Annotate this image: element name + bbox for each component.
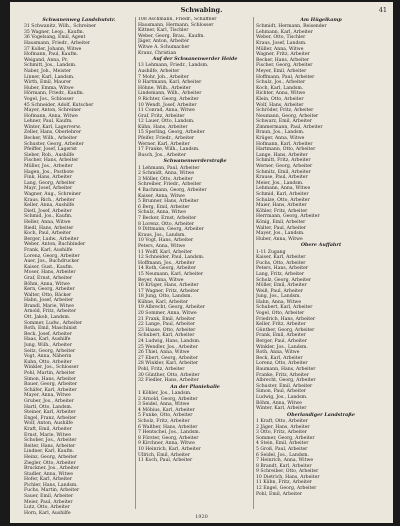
directory-entry: 26 Thiel, Anna, Witwe	[138, 350, 190, 356]
directory-entry: Beck, Karl, Arbeiter	[256, 355, 303, 361]
directory-entry: Kraus, Jos., Landsm.	[138, 232, 186, 238]
directory-entry: Weber, Georg, Brau., Kaufm.	[138, 33, 205, 39]
directory-entry: Möller, Emil, Arbeiter	[256, 283, 307, 289]
directory-entry: Steiner, Karl, Arbeiter	[24, 410, 76, 416]
directory-entry: Pohl, Martin, Arbeiter	[24, 371, 76, 376]
directory-entry: Kaiser, Karl, Arbeiter	[256, 255, 306, 261]
directory-entry: Koch, Paul, Arbeiter	[24, 231, 71, 237]
directory-entry: 31 Schwanitz, Wilh., Schreiner	[24, 24, 97, 30]
page-header	[10, 5, 393, 15]
column-left	[24, 17, 134, 516]
directory-entry: 7 Heinrich, Anna, Witwe	[256, 458, 314, 464]
directory-entry: 19 Albrecht, Georg, Arbeiter	[138, 305, 205, 311]
directory-entry: Schmidt, Hermann, Reisender	[256, 24, 327, 30]
directory-entry: Werner, Georg, Arbeiter	[256, 164, 313, 170]
directory-entry: Schulz, Anna, Witwe	[138, 210, 186, 216]
directory-entry: Fuchs, Martin, Arbeiter	[24, 488, 80, 494]
directory-entry: Müller, Jos., Arbeiter	[24, 164, 73, 170]
directory-entry: Ziegler, Otto, Arbeiter	[24, 460, 76, 466]
directory-entry: Kaiser, Gust., Kaufm.	[24, 264, 74, 270]
directory-entry: Friedrich, Hans, Arbeiter	[256, 316, 316, 322]
directory-entry: 36 Vogelsang, Emil, Agent	[24, 35, 86, 41]
directory-entry: 8 Hartmann, Karl, Arbeiter	[138, 80, 202, 86]
directory-entry: 12 Schneider, Paul, Landsm.	[138, 255, 205, 261]
page-footer: 1920	[195, 514, 208, 520]
directory-entry: Jäger, Anton, Arbeiter	[138, 39, 190, 45]
directory-entry: 3 Otto, Fritz, Arbeiter	[256, 430, 307, 436]
directory-entry: Aushilfe, Arbeiter	[138, 68, 180, 74]
directory-entry: 11 Conrad, Anna, Witwe	[138, 108, 195, 114]
directory-entry: 11 Wolff, Karl, Arbeiter	[138, 249, 193, 255]
directory-entry: Moser, Hans, Arbeiter	[24, 270, 76, 276]
directory-entry: Klein, Otto, Arbeiter	[256, 96, 304, 102]
directory-entry: Brandl, Marie, Witwe	[24, 303, 74, 309]
directory-entry: Mayr, Josef, Arbeiter	[24, 186, 73, 192]
directory-entry: Ott, Jakob, Landsm.	[24, 315, 71, 321]
section-heading: Schwanenwerderstraße	[163, 158, 227, 165]
directory-entry: Lindner, Karl, Kaufm.	[24, 449, 75, 455]
directory-entry: Winter, Karl, Arbeiter	[256, 406, 307, 412]
directory-entry: Kranz, Christian	[138, 50, 177, 56]
directory-entry: Wirth, Emil, Maurer	[24, 80, 72, 86]
directory-entry: Wagner, Aug., Schreiner	[24, 192, 81, 197]
column-rule	[135, 17, 136, 509]
directory-entry: Keller, Anna, Aushilfe	[24, 203, 75, 209]
directory-entry: Gruber, Jos., Arbeiter	[24, 398, 74, 404]
directory-entry: Höhne, Wilh., Arbeiter	[138, 85, 191, 91]
directory-entry: Seitz, Georg, Arbeiter	[24, 348, 76, 354]
directory-entry: 10 Wendt, Josef, Arbeiter	[138, 102, 197, 108]
directory-entry: Horn, Karl, Aushilfe	[24, 510, 71, 516]
directory-entry: Schmitt, Fritz, Arbeiter	[256, 158, 311, 164]
directory-entry: 7 Hentschel, Jos., Landsm.	[138, 430, 201, 436]
directory-entry: 3 Seidel, Anna, Witwe	[138, 402, 190, 408]
column-right	[256, 17, 386, 497]
section-heading: Obere Auffahrt	[300, 242, 342, 249]
directory-entry: Kraus, Josef, Landsm.	[256, 40, 307, 46]
directory-entry: Krause, Paul, Arbeiter	[256, 175, 308, 181]
directory-entry: Berger, Paul, Arbeiter	[256, 339, 307, 345]
directory-entry: 1 Lehmann, Paul, Arbeiter	[138, 165, 200, 171]
directory-entry: Böhm, Anna, Witwe	[24, 281, 70, 287]
section-heading: Schwanenweg Landshutstr.	[42, 17, 116, 23]
directory-entry: Stadler, Anna, Witwe	[24, 471, 73, 477]
directory-entry: 18 Jung, Otto, Landsm.	[138, 294, 192, 300]
directory-entry: Walter, Paul, Arbeiter	[256, 225, 307, 231]
directory-entry: Hartl, Otto, Landsm.	[24, 404, 73, 410]
directory-entry: 2 Schmidt, Anna, Witwe	[138, 171, 195, 177]
directory-entry: Kraus, Rich., Arbeiter	[24, 197, 75, 203]
directory-entry: Hörmann, Friedr., Kaufm.	[24, 91, 85, 97]
directory-entry: Werner, Karl, Arbeiter	[138, 141, 190, 147]
directory-entry: Schuster, Emil, Arbeiter	[256, 383, 313, 389]
directory-entry: Hartmann, Otto, Arbeiter	[256, 147, 316, 153]
directory-entry: Herrmann, Georg, Arbeiter	[256, 214, 320, 220]
directory-entry: Schäfer, Karl, Arbeiter	[24, 387, 77, 393]
directory-entry: Böhm, Anna, Witwe	[256, 400, 302, 406]
directory-entry: Vogel, Jos., Schlosser	[24, 96, 74, 102]
directory-entry: Winkler, Jos., Schlosser	[24, 365, 79, 371]
directory-entry: Schmitt, Jos., Landsm.	[24, 63, 77, 69]
directory-entry: Becker, Hans, Arbeiter	[256, 57, 310, 63]
directory-entry: Mayer, Jos., Landsm.	[256, 231, 305, 237]
directory-entry: Hofmann, Karl, Arbeiter	[256, 141, 313, 147]
directory-entry: 8 Lorenz, Otto, Arbeiter	[138, 221, 194, 227]
directory-entry: Winter, Karl, Lagerverw.	[24, 124, 82, 130]
directory-entry: Graf, Fritz, Arbeiter	[138, 113, 185, 119]
directory-entry: Peters, Anna, Witwe	[138, 243, 186, 249]
directory-entry: 20 Sommer, Anna, Witwe	[138, 311, 197, 317]
directory-entry: Hahn, Josef, Arbeiter	[24, 298, 74, 304]
directory-entry: 7 Becker, Ernst, Arbeiter	[138, 215, 197, 221]
directory-entry: Müller, Anna, Witwe	[256, 46, 304, 52]
directory-entry: Haas, Karl, Aushilfe	[24, 337, 71, 343]
directory-entry: 4 Bachmann, Georg, Arbeiter	[138, 188, 207, 193]
directory-entry: Lehner, Paul, Kaufm.	[24, 119, 73, 125]
directory-entry: 5 Funke, Otto, Arbeiter	[138, 413, 193, 419]
directory-entry: 108 Aschmann, Friedr., Schaffner	[138, 17, 217, 22]
directory-entry: Weber, Otto, Tischler	[256, 35, 306, 41]
directory-entry: 15 Neumann, Karl, Arbeiter	[138, 271, 204, 277]
directory-entry: Lang, Georg, Arbeiter	[24, 180, 76, 186]
directory-entry: Lutz, Otto, Arbeiter	[24, 505, 70, 511]
directory-entry: Simon, Paul, Arbeiter	[256, 389, 306, 395]
directory-entry: 6 Walther, Hans, Arbeiter	[138, 424, 198, 430]
directory-entry: Albrecht, Georg, Arbeiter	[256, 378, 316, 384]
directory-entry: 2 Arnold, Georg, Arbeiter	[138, 396, 198, 402]
directory-entry: Richter, Anna, Witwe	[256, 91, 306, 97]
directory-entry: 4 Möbius, Karl, Arbeiter	[138, 407, 195, 413]
directory-entry: Vogel, Otto, Arbeiter	[256, 311, 305, 317]
directory-entry: Kraft, Emil, Arbeiter	[24, 426, 72, 432]
directory-entry: Kittner, Karl, Tischler	[138, 28, 189, 34]
directory-entry: Meyer, Emil, Arbeiter	[256, 68, 307, 74]
directory-entry: Roth, Anna, Witwe	[256, 350, 300, 356]
directory-entry: Meier, Jos., Landsm.	[256, 180, 304, 186]
directory-entry: Schwarz, Emil, Arbeiter	[256, 119, 312, 125]
section-heading: Oberlandiger Landstraße	[287, 411, 355, 418]
directory-entry: Schubert, Karl, Arbeiter	[138, 333, 195, 339]
directory-entry: Lang, Fritz, Arbeiter	[256, 271, 305, 277]
directory-entry: Keller, Fritz, Arbeiter	[256, 322, 306, 328]
directory-entry: Zeller, Hans, Oberlehrer	[24, 130, 82, 136]
directory-entry: Graf, Ernst, Arbeiter	[24, 275, 73, 281]
directory-entry: Scholz, Georg, Arbeiter	[256, 277, 311, 283]
directory-entry: Fink, Hans, Arbeiter	[24, 175, 72, 181]
directory-entry: Kern, Georg, Arbeiter	[24, 287, 75, 293]
directory-entry: Sieber, Rob., Aushilfe	[24, 152, 75, 158]
directory-entry: Schober, Jos., Arbeiter	[24, 438, 77, 444]
directory-entry: 32 Fiedler, Hans, Arbeiter	[138, 378, 199, 384]
directory-entry: 13 Lehmann, Friedr., Landsm.	[138, 63, 209, 69]
directory-entry: 10 Heinrich, Karl, Arbeiter	[138, 446, 201, 452]
directory-entry: Hoffmann, Paul, Arbeiter	[256, 74, 315, 80]
directory-entry: 7 Mohr, Joh., Arbeiter	[138, 74, 189, 80]
directory-entry: Mayer, Anna, Witwe	[24, 393, 71, 399]
directory-entry: Mayer, Anton, Schreiner	[24, 108, 82, 114]
directory-entry: 22 Lange, Paul, Arbeiter	[138, 322, 196, 328]
directory-entry: Lehmann, Karl, Arbeiter	[256, 29, 313, 35]
directory-entry: Schulze, Otto, Arbeiter	[256, 197, 310, 203]
directory-entry: 6 Berg, Emil, Arbeiter	[138, 204, 190, 210]
directory-entry: Huber, Emma, Witwe	[24, 85, 74, 91]
directory-entry: Neumann, Georg, Arbeiter	[256, 113, 319, 119]
directory-entry: Weiß, Paul, Arbeiter	[256, 288, 303, 294]
directory-entry: Fischer, Hans, Arbeiter	[24, 158, 79, 164]
directory-entry: 1 Köhler, Jos., Landsm.	[138, 390, 192, 396]
directory-entry: Fischer, Georg, Arbeiter	[256, 63, 313, 69]
directory-entry: Winkler, Jos., Landsm.	[256, 344, 308, 350]
directory-entry: Roth, Emil, Maschinist	[24, 326, 77, 332]
directory-entry: Schuster, Georg, Arbeiter	[24, 141, 84, 147]
directory-entry: Ernst, Marie, Witwe	[24, 432, 71, 438]
directory-entry: Frank, Karl, Aushilfe	[24, 247, 73, 253]
directory-entry: Dietl, Josef, Arbeiter	[24, 208, 72, 214]
directory-entry: Jung, Jos., Landsm.	[256, 294, 301, 300]
directory-entry: 8 Brandt, Karl, Arbeiter	[256, 463, 312, 469]
directory-entry: Reiter, Hans, Arbeiter	[24, 443, 76, 449]
column-middle	[138, 17, 252, 464]
directory-entry: Hagen, Jos., Postbote	[24, 169, 74, 175]
directory-entry: 9 Kirchner, Anna, Witwe	[138, 441, 195, 447]
directory-entry: Schmid, Karl, Arbeiter	[256, 192, 309, 197]
directory-entry: Scholz, Fritz, Arbeiter	[138, 418, 190, 424]
directory-entry: Hahn, Anna, Witwe	[256, 299, 302, 305]
directory-entry: Hoffmann, Jos., Arbeiter	[138, 260, 195, 266]
directory-entry: 9 Richter, Georg, Arbeiter	[138, 96, 199, 102]
directory-entry: Günther, Georg, Arbeiter	[256, 327, 315, 333]
directory-entry: Arnold, Fritz, Arbeiter	[24, 309, 77, 315]
directory-entry: Maier, Hans, Arbeiter	[256, 203, 307, 209]
directory-entry: Pohl, Emil, Arbeiter	[256, 491, 302, 497]
directory-entry: 23 Haase, Otto, Arbeiter	[138, 327, 196, 333]
directory-entry: König, Emil, Arbeiter	[256, 219, 306, 225]
directory-entry: Braun, Jos., Landsm.	[256, 130, 305, 136]
directory-entry: 5 Groß, Paul, Arbeiter	[256, 446, 308, 452]
section-heading: Auf der Schwanenwerder Heide	[152, 56, 238, 63]
directory-entry: Lehmann, Anna, Witwe	[256, 186, 311, 192]
directory-entry: Becker, Wilh., Arbeiter	[24, 136, 78, 142]
directory-entry: 28 Winkler, Karl, Arbeiter	[138, 361, 199, 367]
directory-entry: Wolf, Hans, Arbeiter	[256, 102, 304, 108]
directory-entry: Schröder, Fritz, Arbeiter	[256, 108, 314, 114]
directory-entry: 25 Wendler, Jos., Arbeiter	[138, 344, 198, 350]
directory-entry: Lorenz, Otto, Arbeiter	[256, 361, 308, 367]
directory-entry: Beck, Josef, Arbeiter	[24, 331, 72, 337]
directory-entry: Sauer, Emil, Arbeiter	[24, 494, 74, 500]
directory-entry: Schmitz, Emil, Arbeiter	[256, 169, 311, 175]
directory-entry: Schulz, Jos., Arbeiter	[256, 80, 306, 86]
directory-entry: Lorenz, Georg, Arbeiter	[24, 253, 80, 259]
directory-entry: 8 Förster, Georg, Arbeiter	[138, 435, 199, 441]
directory-entry: Franke, Fritz, Arbeiter	[256, 372, 309, 378]
directory-entry: Beyer, Anna, Witwe	[138, 277, 184, 283]
directory-entry: Engel, Franz, Arbeiter	[24, 415, 77, 421]
directory-entry: Heller, Anna, Witwe	[24, 219, 71, 225]
directory-entry: Pfeifer, Friedr., Arbeiter	[138, 136, 194, 142]
directory-entry: 21 Frank, Emil, Arbeiter	[138, 316, 196, 322]
directory-entry: 4 Stein, Emil, Arbeiter	[256, 441, 309, 447]
directory-entry: Hausmann, Friedr., Arbeiter	[24, 40, 90, 46]
directory-entry: 11 Koch, Paul, Arbeiter	[138, 458, 193, 464]
directory-entry: Bauer, Georg, Arbeiter	[24, 382, 78, 388]
directory-entry: Koch, Karl, Landsm.	[256, 85, 304, 91]
directory-entry: Jung, Wilh., Arbeiter	[24, 343, 72, 349]
directory-entry: Ullrich, Emil, Arbeiter	[138, 452, 190, 458]
directory-entry: Wagner, Fritz, Arbeiter	[256, 52, 310, 58]
directory-entry: Zimmermann, Paul, Arbeiter	[256, 124, 323, 130]
directory-entry: 12 Lauer, Otto, Landsm.	[138, 119, 195, 125]
directory-entry: Walter, Otto, Bäcker	[24, 292, 72, 298]
directory-entry: 27 Ebert, Georg, Arbeiter	[138, 355, 198, 361]
directory-entry: Bruckner, Jos., Arbeiter	[24, 466, 79, 472]
directory-entry: Busch, Jos., Arbeiter	[138, 152, 186, 158]
directory-entry: Naber, Joh., Meister	[24, 68, 71, 74]
column-rule	[253, 17, 254, 509]
directory-entry: 10 Dietrich, Hans, Arbeiter	[256, 474, 320, 480]
directory-entry: 6 Seidel, Jos., Landsm.	[256, 452, 309, 458]
directory-entry: Witwe A. Schumacher	[138, 44, 190, 50]
directory-entry: Lindemann, Wilh., Arbeiter	[138, 91, 202, 97]
directory-entry: Krüger, Anna, Witwe	[256, 136, 305, 142]
directory-entry: 45 Schneider, Adolf, Kutscher	[24, 102, 94, 108]
directory-entry: 37 Koller, Johann, Witwe	[24, 46, 82, 52]
directory-entry: Meier, Paul, Arbeiter	[24, 499, 73, 505]
directory-entry: 2 Jäger, Hans, Arbeiter	[256, 424, 310, 430]
directory-entry: Kuhn, Otto, Arbeiter	[24, 359, 72, 365]
page-title: Schwabing.	[180, 6, 223, 14]
directory-entry: 5 Brunner, Hans, Arbeiter	[138, 199, 199, 205]
directory-entry: Frank, Emil, Arbeiter	[256, 333, 306, 339]
directory-entry: Sommer, Ludw., Arbeiter	[24, 320, 83, 326]
directory-entry: 11 Kühn, Fritz, Arbeiter	[256, 480, 312, 486]
directory-entry: Auer, Jos., Buchdrucker	[24, 259, 80, 265]
directory-entry: 1-11 Zugang	[256, 249, 286, 255]
directory-entry: Baumann, Hans, Arbeiter	[256, 367, 316, 372]
directory-entry: Vogt, Anna, Näherin	[24, 354, 72, 360]
directory-entry: Hausmann, Hermann, Schlosser	[138, 22, 214, 28]
directory-entry: Huber, Anna, Witwe	[256, 236, 303, 242]
directory-entry: 9 Dittmann, Georg, Arbeiter	[138, 227, 204, 233]
directory-entry: 1 Kraft, Otto, Arbeiter	[256, 418, 308, 424]
directory-entry: 10 Vogt, Hans, Arbeiter	[138, 238, 194, 244]
directory-entry: Sommer, Georg, Arbeiter	[256, 435, 315, 441]
directory-entry: Weber, Anton, Buchbinder	[24, 242, 86, 248]
page-number: 41	[378, 6, 387, 14]
directory-entry: 9 Schreiber, Otto, Arbeiter	[256, 469, 319, 475]
directory-entry: Pohl, Fritz, Arbeiter	[138, 367, 185, 372]
directory-entry: Berger, Ludw., Arbeiter	[24, 236, 79, 242]
directory-entry: 30 Günther, Otto, Arbeiter	[138, 372, 200, 378]
directory-entry: Schreiber, Friedr., Arbeiter	[138, 182, 202, 188]
directory-entry: Peters, Hans, Arbeiter	[256, 266, 309, 272]
directory-entry: 17 Franke, Wilh., Landsm.	[138, 147, 200, 153]
directory-entry: Hofmann, Paul, Kaufm.	[24, 52, 79, 58]
directory-entry: 24 Ludwig, Hans, Landsm.	[138, 339, 201, 345]
directory-entry: 35 Wagner, Leop., Kaufm.	[24, 29, 85, 35]
directory-entry: Heinz, Georg, Arbeiter	[24, 454, 78, 460]
directory-entry: 15 Sperling, Georg, Arbeiter	[138, 130, 205, 136]
directory-entry: Riedl, Hans, Arbeiter	[24, 225, 74, 231]
directory-entry: Schmid, Jos., Kaufm.	[24, 214, 73, 220]
directory-entry: Fuchs, Otto, Arbeiter	[256, 260, 306, 266]
directory-entry: 16 Krüger, Hans, Arbeiter	[138, 283, 199, 289]
directory-entry: Hofer, Karl, Arbeiter	[24, 477, 72, 483]
directory-entry: Weigand, Anna, Pr.	[24, 57, 69, 63]
directory-entry: Köhler, Fritz, Arbeiter	[256, 208, 308, 214]
directory-entry: Kühn, Hans, Arbeiter	[138, 124, 188, 130]
directory-entry: Simon, Hans, Arbeiter	[24, 376, 77, 382]
directory-entry: 14 Roth, Georg, Arbeiter	[138, 266, 196, 272]
directory-entry: Lange, Hans, Arbeiter	[256, 152, 308, 158]
directory-entry: Ludwig, Jos., Landsm.	[256, 394, 308, 400]
directory-entry: Kühne, Karl, Arbeiter	[138, 299, 189, 305]
directory-page	[10, 2, 393, 523]
directory-entry: Pfeiffer, Josef, Lagerist	[24, 147, 78, 153]
directory-entry: Wolf, Anton, Aushilfe	[24, 421, 73, 427]
directory-entry: Pichler, Hans, Landsm.	[24, 482, 78, 488]
directory-entry: 3 Möller, Otto, Arbeiter	[138, 176, 193, 182]
directory-entry: Hofmann, Anna, Witwe	[24, 113, 78, 119]
section-heading: Am Hügelkamp	[300, 17, 342, 23]
directory-entry: 17 Wagner, Fritz, Arbeiter	[138, 288, 200, 294]
directory-entry: 12 Engel, Georg, Arbeiter	[256, 486, 317, 492]
section-heading: An der Planiehalle	[170, 383, 220, 390]
directory-entry: Linner, Karl, Landsm.	[24, 74, 75, 80]
directory-entry: Kaiser, Anna, Witwe	[138, 193, 185, 199]
directory-entry: Schubert, Karl, Arbeiter	[256, 305, 313, 311]
